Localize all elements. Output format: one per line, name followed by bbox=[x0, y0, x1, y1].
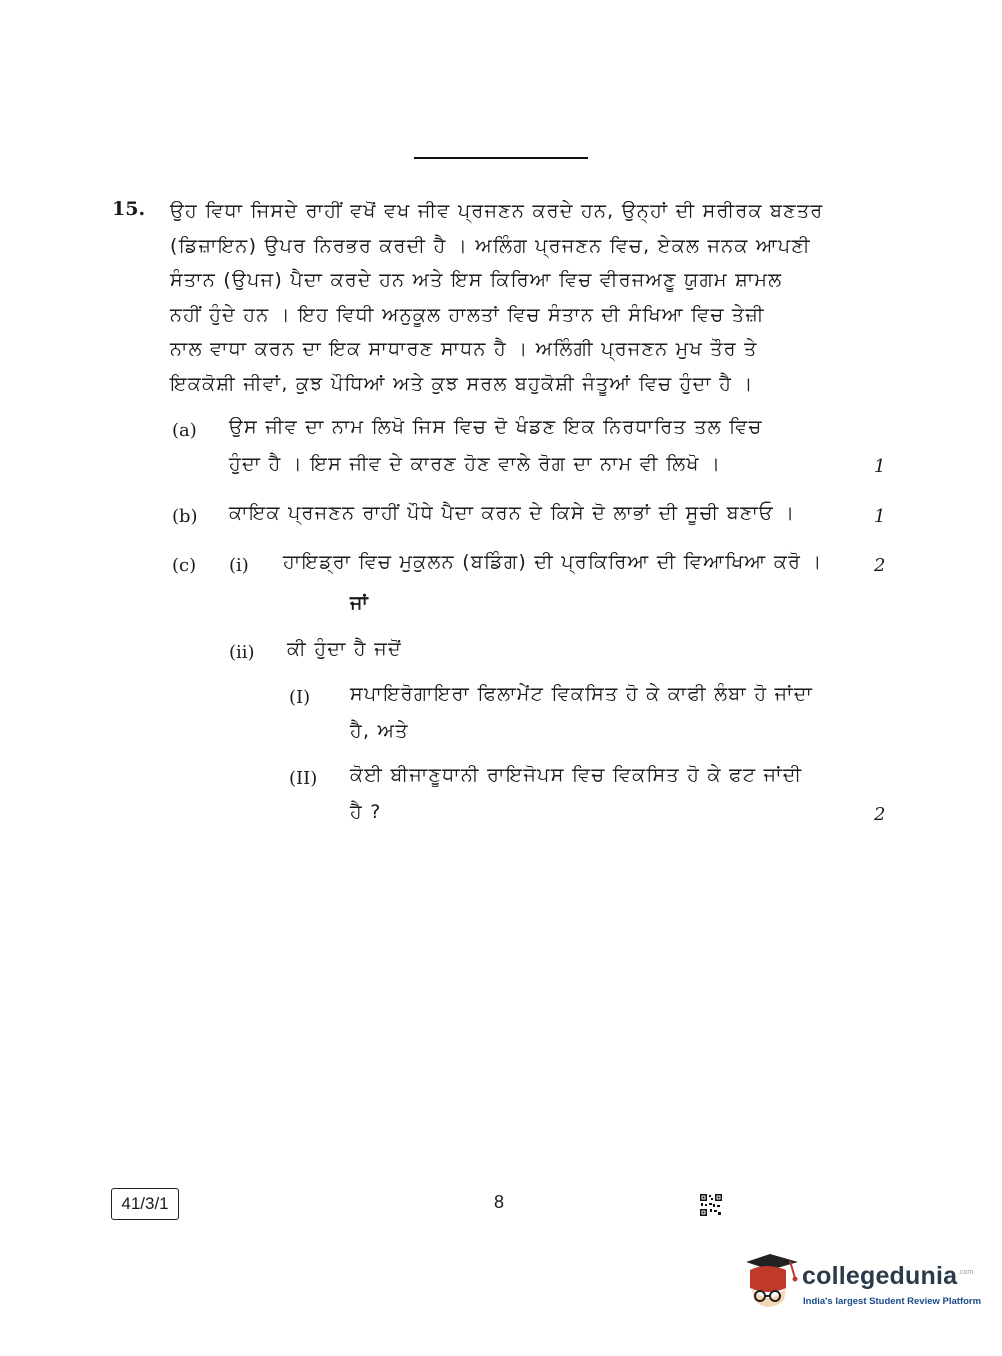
or-separator: ਜਾਂ bbox=[350, 592, 368, 614]
paragraph-line: ਸੰਤਾਨ (ਉਪਜ) ਪੈਦਾ ਕਰਦੇ ਹਨ ਅਤੇ ਇਸ ਕਿਰਿਆ ਵਿਚ ਵੀਰਜਅਣੂ ਯੁਗਮ ਸ਼ਾਮਲ bbox=[170, 269, 783, 291]
part-c-label: (c) bbox=[172, 555, 197, 576]
part-b-text: ਕਾਇਕ ਪ੍ਰਜਣਨ ਰਾਹੀਂ ਪੌਧੇ ਪੈਦਾ ਕਰਨ ਦੇ ਕਿਸੇ ਦੋ ਲਾਭਾਂ ਦੀ ਸੂਚੀ ਬਣਾਓ । bbox=[229, 502, 796, 524]
part-c-I-line-2: ਹੈ, ਅਤੇ bbox=[350, 720, 409, 742]
part-c-II-label: (II) bbox=[289, 768, 318, 789]
paper-code: 41/3/1 bbox=[111, 1188, 179, 1220]
part-a-marks: 1 bbox=[874, 456, 886, 477]
part-a-line-1: ਉਸ ਜੀਵ ਦਾ ਨਾਮ ਲਿਖੋ ਜਿਸ ਵਿਚ ਦੋ ਖੰਡਣ ਇਕ ਨਿਰਧਾਰਿਤ ਤਲ ਵਿਚ bbox=[229, 416, 763, 438]
part-c-I-label: (I) bbox=[289, 687, 311, 708]
part-c-I-line-1: ਸਪਾਇਰੋਗਾਇਰਾ ਫਿਲਾਮੇਂਟ ਵਿਕਸਿਤ ਹੋ ਕੇ ਕਾਫੀ ਲੰਬਾ ਹੋ ਜਾਂਦਾ bbox=[350, 683, 814, 705]
top-rule bbox=[414, 157, 588, 159]
page-number: 8 bbox=[494, 1192, 505, 1212]
brand-tagline: India's largest Student Review Platform bbox=[803, 1296, 982, 1307]
part-a-line-2: ਹੁੰਦਾ ਹੈ । ਇਸ ਜੀਵ ਦੇ ਕਾਰਣ ਹੋਣ ਵਾਲੇ ਰੋਗ ਦਾ ਨਾਮ ਵੀ ਲਿਖੋ । bbox=[229, 453, 722, 475]
part-c-II-line-1: ਕੋਈ ਬੀਜਾਣੂਧਾਨੀ ਰਾਇਜੋਪਸ ਵਿਚ ਵਿਕਸਿਤ ਹੋ ਕੇ ਫਟ ਜਾਂਦੀ bbox=[350, 764, 803, 786]
paragraph-line: ਇਕਕੋਸ਼ੀ ਜੀਵਾਂ, ਕੁਝ ਪੌਧਿਆਂ ਅਤੇ ਕੁਝ ਸਰਲ ਬਹੁਕੋਸ਼ੀ ਜੰਤੂਆਂ ਵਿਚ ਹੁੰਦਾ ਹੈ । bbox=[170, 372, 754, 395]
brand-domain: .com bbox=[958, 1269, 974, 1276]
question-paragraph bbox=[170, 194, 850, 401]
part-b-label: (b) bbox=[172, 506, 198, 527]
part-b-marks: 1 bbox=[874, 506, 886, 527]
paragraph-line: (ਡਿਜ਼ਾਇਨ) ਉਪਰ ਨਿਰਭਰ ਕਰਦੀ ਹੈ । ਅਲਿੰਗ ਪ੍ਰਜਣਨ ਵਿਚ, ਏਕਲ ਜਨਕ ਆਪਣੀ bbox=[170, 234, 811, 257]
part-c-i-marks: 2 bbox=[874, 555, 886, 576]
part-a-label: (a) bbox=[172, 420, 197, 441]
paragraph-line: ਨਾਲ ਵਾਧਾ ਕਰਨ ਦਾ ਇਕ ਸਾਧਾਰਣ ਸਾਧਨ ਹੈ । ਅਲਿੰਗੀ ਪ੍ਰਜਣਨ ਮੁਖ ਤੌਰ ਤੇ bbox=[170, 338, 758, 360]
brand-name: collegedunia bbox=[802, 1262, 958, 1290]
part-c-ii-label: (ii) bbox=[229, 642, 255, 663]
paragraph-line: ਨਹੀਂ ਹੁੰਦੇ ਹਨ । ਇਹ ਵਿਧੀ ਅਨੁਕੂਲ ਹਾਲਤਾਂ ਵਿਚ ਸੰਤਾਨ ਦੀ ਸੰਖਿਆ ਵਿਚ ਤੇਜ਼ੀ bbox=[170, 303, 765, 326]
part-c-ii-marks: 2 bbox=[874, 804, 886, 825]
part-c-i-label: (i) bbox=[229, 555, 249, 576]
paragraph-line: ਉਹ ਵਿਧਾ ਜਿਸਦੇ ਰਾਹੀਂ ਵਖੋਂ ਵਖ ਜੀਵ ਪ੍ਰਜਣਨ ਕਰਦੇ ਹਨ, ਉਨ੍ਹਾਂ ਦੀ ਸਰੀਰਕ ਬਣਤਰ bbox=[170, 200, 824, 222]
part-c-i-text: ਹਾਇਡ੍ਰਾ ਵਿਚ ਮੁਕੁਲਨ (ਬਡਿੰਗ) ਦੀ ਪ੍ਰਕਿਰਿਆ ਦੀ ਵਿਆਖਿਆ ਕਰੋ । bbox=[283, 551, 823, 573]
part-c-II-line-2: ਹੈ ? bbox=[350, 801, 382, 823]
question-number: 15. bbox=[112, 198, 146, 220]
part-c-ii-text: ਕੀ ਹੁੰਦਾ ਹੈ ਜਦੋਂ bbox=[287, 638, 402, 660]
qr-code-icon bbox=[699, 1193, 723, 1217]
